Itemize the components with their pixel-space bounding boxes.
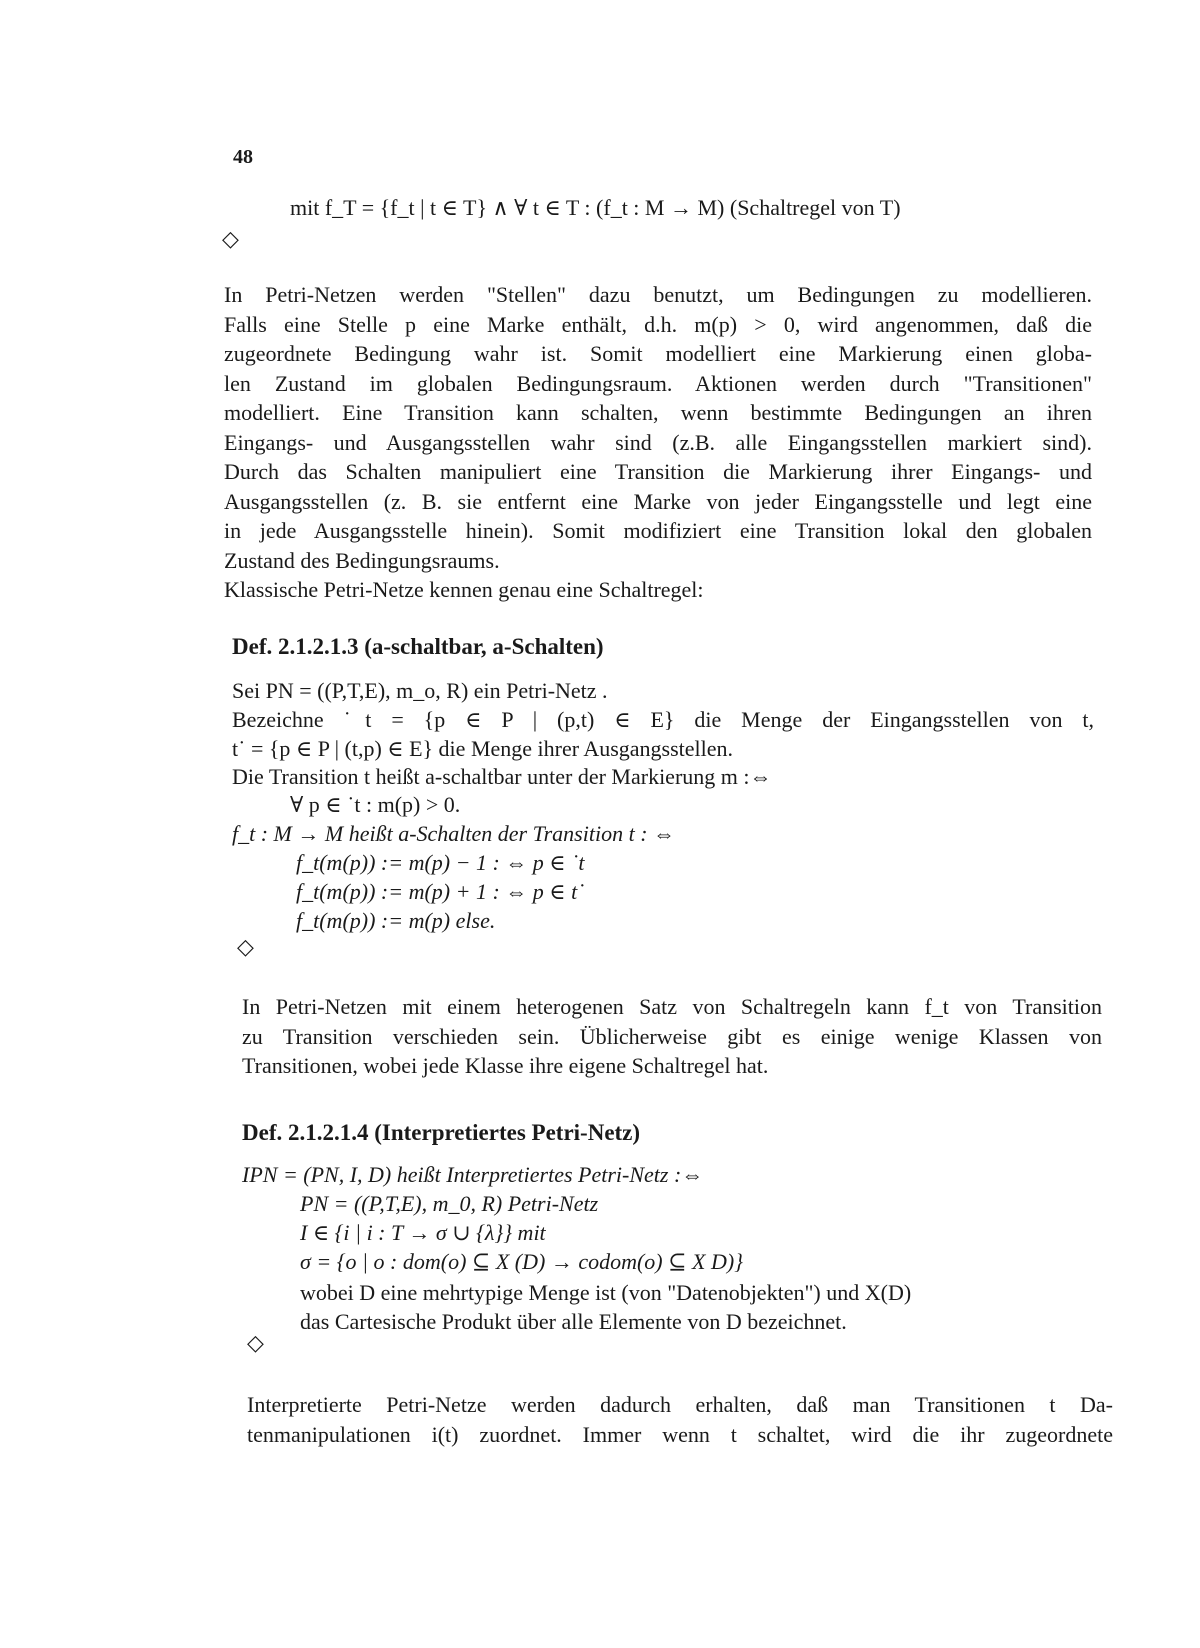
definition-line: f_t(m(p)) := m(p) + 1 : ⇔ p ∈ t˙ [296,879,585,904]
text-line: Falls eine Stelle p eine Marke enthält, d.h. m(p) > 0, wird angenommen, daß die [224,311,1092,337]
text-line: Transitionen, wobei jede Klasse ihre eigene Schaltregel hat. [242,1053,769,1078]
definition-line: σ = {o | o : dom(o) ⊆ X (D) → codom(o) ⊆ X D)} [300,1249,744,1274]
text-line: Eingangs- und Ausgangsstellen wahr sind (z.B. alle Eingangsstellen markiert sind). [224,429,1092,455]
definition-line: wobei D eine mehrtypige Menge ist (von "Datenobjekten") und X(D) [300,1280,912,1305]
firing-rule-formula: mit f_T = {f_t | t ∈ T} ∧ ∀ t ∈ T : (f_t : M → M) (Schaltregel von T) [290,195,901,220]
definition-line: f_t : M → M heißt a-Schalten der Transition t : ⇔ [232,821,676,846]
text-line: modelliert. Eine Transition kann schalten, wenn bestimmte Bedingungen an ihren [224,400,1092,425]
definition-line: f_t(m(p)) := m(p) − 1 : ⇔ p ∈ ˙t [296,850,585,875]
definition-line: IPN = (PN, I, D) heißt Interpretiertes Petri-Netz :⇔ [242,1162,704,1187]
definition-line: Sei PN = ((P,T,E), m_o, R) ein Petri-Netz . [232,678,608,703]
page-number: 48 [233,146,253,168]
text-line: len Zustand im globalen Bedingungsraum. Aktionen werden durch "Transitionen" [224,370,1092,396]
text-line: Durch das Schalten manipuliert eine Transition die Markierung ihrer Eingangs- und [224,459,1092,484]
end-of-definition-marker: ◇ [237,934,254,959]
paragraph-heterogeneous-rules [242,992,1102,1081]
end-of-definition-marker: ◇ [247,1330,264,1355]
text-line: Interpretierte Petri-Netze werden dadurch erhalten, daß man Transitionen t Da- [247,1392,1113,1417]
definition-line: ∀ p ∈ ˙t : m(p) > 0. [290,792,461,817]
definition-line-block [232,705,1094,735]
text-line: zugeordnete Bedingung wahr ist. Somit modelliert eine Markierung einen globa- [224,341,1092,366]
definition-line: f_t(m(p)) := m(p) else. [296,908,496,933]
text-line: In Petri-Netzen mit einem heterogenen Satz von Schaltregeln kann f_t von Transition [242,994,1102,1019]
definition-line: t˙ = {p ∈ P | (t,p) ∈ E} die Menge ihrer Ausgangsstellen. [232,736,734,761]
definition-title-a-schaltbar: Def. 2.1.2.1.3 (a-schaltbar, a-Schalten) [232,634,604,659]
end-of-definition-marker: ◇ [222,226,239,251]
text-line: in jede Ausgangsstelle hinein). Somit modifiziert eine Transition lokal den globalen [224,518,1092,543]
definition-line: das Cartesische Produkt über alle Elemente von D bezeichnet. [300,1309,847,1334]
text-line: Zustand des Bedingungsraums. [224,547,500,573]
text-line: In Petri-Netzen werden "Stellen" dazu benutzt, um Bedingungen zu modellieren. [224,282,1092,307]
text-line: Klassische Petri-Netze kennen genau eine Schaltregel: [224,577,704,602]
definition-line: PN = ((P,T,E), m_0, R) Petri-Netz [300,1191,599,1216]
definition-line: I ∈ {i | i : T → σ ∪ {λ}} mit [300,1220,546,1245]
text-line: zu Transition verschieden sein. Üblicherweise gibt es einige wenige Klassen von [242,1023,1102,1049]
definition-line: Bezeichne ˙t = {p ∈ P | (p,t) ∈ E} die Menge der Eingangsstellen von t, [232,707,1094,732]
text-line: tenmanipulationen i(t) zuordnet. Immer wenn t schaltet, wird die ihr zugeordnete [247,1421,1113,1447]
definition-title-interpretiertes-petri-netz: Def. 2.1.2.1.4 (Interpretiertes Petri-Netz) [242,1120,641,1145]
text-line: Ausgangsstellen (z. B. sie entfernt eine Marke von jeder Eingangsstelle und legt eine [224,488,1092,514]
definition-line: Die Transition t heißt a-schaltbar unter der Markierung m :⇔ [232,764,772,789]
paragraph-petri-net-intro [224,280,1092,605]
paragraph-interpreted-petri-nets [247,1390,1113,1449]
